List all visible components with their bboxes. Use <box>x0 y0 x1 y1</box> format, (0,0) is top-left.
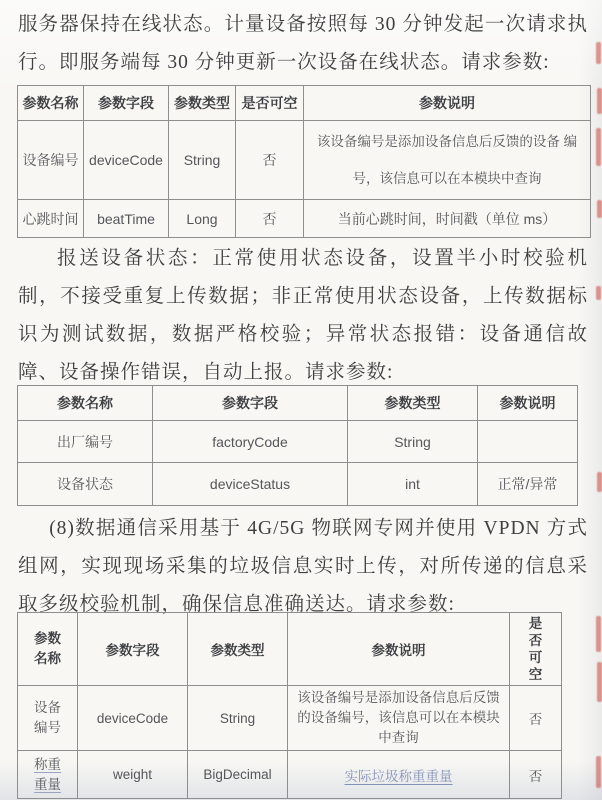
cell-nullable: 否 <box>236 121 304 200</box>
col-header-param-field: 参数字段 <box>84 86 169 121</box>
cell-nullable: 否 <box>236 200 304 238</box>
paragraph-device-status-report: 报送设备状态：正常使用状态设备，设置半小时校验机制，不接受重复上传数据；非正常使用状态设备，上传数据标识为测试数据，数据严格校验；异常状态报错：设备通信故障、设备操作错误，自动上报。请求参数: <box>18 248 588 383</box>
cell-param-name: 设备编号 <box>18 121 84 200</box>
cell-nullable: 否 <box>510 686 562 751</box>
cell-nullable: 否 <box>510 751 562 799</box>
cell-param-field: deviceStatus <box>153 463 348 506</box>
cell-param-desc: 实际垃圾称重重量 <box>288 751 510 799</box>
col-header-param-desc: 参数说明 <box>288 613 510 686</box>
table-row <box>18 751 562 799</box>
red-ink-mark <box>596 128 601 166</box>
cell-param-type: String <box>169 121 236 200</box>
col-header-param-field: 参数字段 <box>153 386 348 421</box>
cell-param-desc: 该设备编号是添加设备信息后反馈的设备 编号，该信息可以在本模块中查询 <box>304 121 591 200</box>
cell-param-field: weight <box>78 751 188 799</box>
params-table-data-upload <box>17 612 562 799</box>
cell-param-name: 称重重量 <box>18 751 78 799</box>
table-row <box>18 121 591 200</box>
col-header-param-name: 参数名称 <box>18 386 153 421</box>
paragraph-data-communication: (8)数据通信采用基于 4G/5G 物联网专网并使用 VPDN 方式组网，实现现场采集的垃圾信息实时上传，对所传递的信息采取多级校验机制，确保信息准确送达。请求参数: <box>18 518 588 615</box>
cell-param-type: int <box>348 463 478 506</box>
red-ink-mark <box>596 42 601 64</box>
cell-param-type: BigDecimal <box>188 751 288 799</box>
red-ink-mark <box>596 756 601 788</box>
col-header-nullable: 是否可空 <box>510 613 562 686</box>
cell-param-field: beatTime <box>84 200 169 238</box>
table-header-row <box>18 86 591 121</box>
col-header-nullable: 是否可空 <box>236 86 304 121</box>
table-header-row <box>18 613 562 686</box>
col-header-param-type: 参数类型 <box>348 386 478 421</box>
table-row <box>18 200 591 238</box>
table-header-row <box>18 386 578 421</box>
params-table-heartbeat <box>17 85 591 238</box>
red-ink-mark <box>596 616 601 652</box>
table-row <box>18 463 578 506</box>
params-table-device-status <box>17 385 578 506</box>
cell-param-desc <box>478 421 578 463</box>
cell-param-name: 设备状态 <box>18 463 153 506</box>
red-ink-mark <box>597 662 602 702</box>
red-ink-mark <box>597 200 602 218</box>
cell-param-name: 设备编号 <box>18 686 78 751</box>
red-ink-mark <box>596 286 601 300</box>
cell-param-desc: 正常/异常 <box>478 463 578 506</box>
col-header-param-type: 参数类型 <box>169 86 236 121</box>
paragraph-heartbeat-request: 服务器保持在线状态。计量设备按照每 30 分钟发起一次请求执行。即服务端每 30 分钟更新一次设备在线状态。请求参数: <box>18 14 588 73</box>
col-header-param-name: 参数名称 <box>18 613 78 686</box>
col-header-param-field: 参数字段 <box>78 613 188 686</box>
cell-param-type: String <box>348 421 478 463</box>
cell-param-type: String <box>188 686 288 751</box>
table-row <box>18 421 578 463</box>
col-header-param-name: 参数名称 <box>18 86 84 121</box>
cell-param-name: 出厂编号 <box>18 421 153 463</box>
red-ink-mark <box>597 472 602 492</box>
col-header-param-desc: 参数说明 <box>478 386 578 421</box>
col-header-param-type: 参数类型 <box>188 613 288 686</box>
cell-param-desc: 当前心跳时间，时间戳（单位 ms） <box>304 200 591 238</box>
col-header-param-desc: 参数说明 <box>304 86 591 121</box>
cell-param-desc: 该设备编号是添加设备信息后反馈的设备编号，该信息可以在本模块中查询 <box>288 686 510 751</box>
cell-param-field: deviceCode <box>78 686 188 751</box>
cell-param-field: factoryCode <box>153 421 348 463</box>
cell-param-type: Long <box>169 200 236 238</box>
cell-param-field: deviceCode <box>84 121 169 200</box>
cell-param-name: 心跳时间 <box>18 200 84 238</box>
red-ink-mark <box>597 88 602 114</box>
table-row <box>18 686 562 751</box>
